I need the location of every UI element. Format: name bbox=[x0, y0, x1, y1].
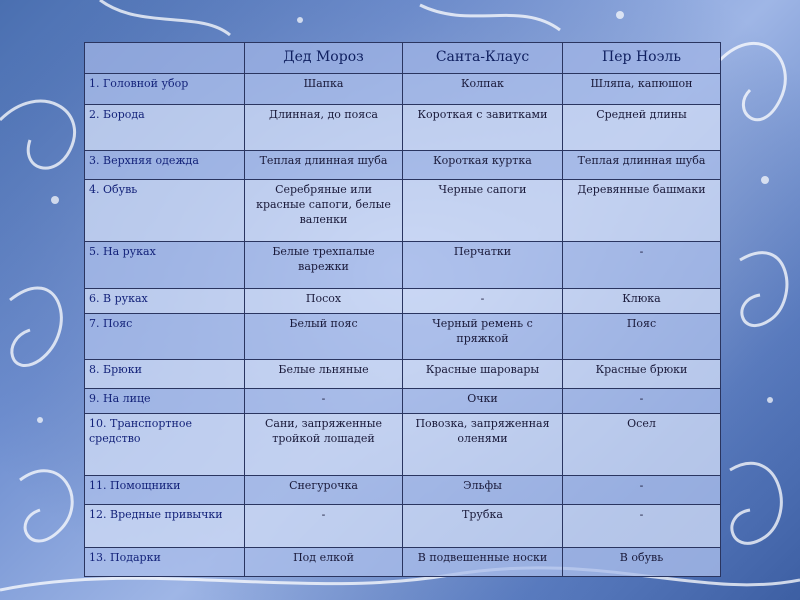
header-row bbox=[85, 43, 721, 74]
table-cell: - bbox=[563, 242, 721, 288]
table-cell: Шляпа, капюшон bbox=[563, 73, 721, 104]
table-cell: Снегурочка bbox=[245, 475, 403, 504]
table-cell: Очки bbox=[403, 388, 563, 413]
table-cell: Трубка bbox=[403, 504, 563, 547]
row-label: 10. Транспортное средство bbox=[85, 413, 245, 475]
row-label: 6. В руках bbox=[85, 288, 245, 313]
row-label: 7. Пояс bbox=[85, 313, 245, 359]
table-cell: Клюка bbox=[563, 288, 721, 313]
row-label: 2. Борода bbox=[85, 104, 245, 150]
table-row bbox=[85, 475, 721, 504]
table-cell: Под елкой bbox=[245, 547, 403, 576]
table-cell: Короткая с завитками bbox=[403, 104, 563, 150]
table-cell: Перчатки bbox=[403, 242, 563, 288]
table-cell: Колпак bbox=[403, 73, 563, 104]
table-cell: - bbox=[563, 388, 721, 413]
comparison-table bbox=[84, 42, 721, 577]
table-cell: Белые трехпалые варежки bbox=[245, 242, 403, 288]
table-cell: Эльфы bbox=[403, 475, 563, 504]
table-row bbox=[85, 360, 721, 389]
table-cell: - bbox=[563, 475, 721, 504]
table-row bbox=[85, 104, 721, 150]
table-row bbox=[85, 388, 721, 413]
header-santa-claus: Санта-Клаус bbox=[403, 43, 563, 74]
table-row bbox=[85, 313, 721, 359]
header-corner-cell bbox=[85, 43, 245, 74]
table-cell: В подвешенные носки bbox=[403, 547, 563, 576]
table-cell: Средней длины bbox=[563, 104, 721, 150]
table-cell: Красные брюки bbox=[563, 360, 721, 389]
row-label: 3. Верхняя одежда bbox=[85, 151, 245, 180]
table-cell: Деревянные башмаки bbox=[563, 180, 721, 242]
table-cell: Пояс bbox=[563, 313, 721, 359]
table-cell: В обувь bbox=[563, 547, 721, 576]
table-row bbox=[85, 288, 721, 313]
row-label: 11. Помощники bbox=[85, 475, 245, 504]
table-cell: Сани, запряженные тройкой лошадей bbox=[245, 413, 403, 475]
row-label: 5. На руках bbox=[85, 242, 245, 288]
table-cell: Повозка, запряженная оленями bbox=[403, 413, 563, 475]
table-cell: - bbox=[245, 504, 403, 547]
row-label: 4. Обувь bbox=[85, 180, 245, 242]
table-row bbox=[85, 547, 721, 576]
table-cell: Короткая куртка bbox=[403, 151, 563, 180]
row-label: 8. Брюки bbox=[85, 360, 245, 389]
table-cell: Длинная, до пояса bbox=[245, 104, 403, 150]
row-label: 12. Вредные привычки bbox=[85, 504, 245, 547]
table-cell: Серебряные или красные сапоги, белые валенки bbox=[245, 180, 403, 242]
table-row bbox=[85, 73, 721, 104]
row-label: 9. На лице bbox=[85, 388, 245, 413]
table-cell: - bbox=[563, 504, 721, 547]
table-cell: Теплая длинная шуба bbox=[563, 151, 721, 180]
table-cell: Красные шаровары bbox=[403, 360, 563, 389]
header-ded-moroz: Дед Мороз bbox=[245, 43, 403, 74]
table-cell: Черные сапоги bbox=[403, 180, 563, 242]
table-cell: Шапка bbox=[245, 73, 403, 104]
table-cell: Белые льняные bbox=[245, 360, 403, 389]
table-cell: Осел bbox=[563, 413, 721, 475]
table-cell: - bbox=[403, 288, 563, 313]
table-row bbox=[85, 151, 721, 180]
table-cell: Теплая длинная шуба bbox=[245, 151, 403, 180]
header-pere-noel: Пер Ноэль bbox=[563, 43, 721, 74]
row-label: 1. Головной убор bbox=[85, 73, 245, 104]
table-row bbox=[85, 413, 721, 475]
row-label: 13. Подарки bbox=[85, 547, 245, 576]
table-row bbox=[85, 242, 721, 288]
table-cell: - bbox=[245, 388, 403, 413]
table-cell: Черный ремень с пряжкой bbox=[403, 313, 563, 359]
table-row bbox=[85, 504, 721, 547]
table-cell: Посох bbox=[245, 288, 403, 313]
table-row bbox=[85, 180, 721, 242]
table-cell: Белый пояс bbox=[245, 313, 403, 359]
comparison-table-container bbox=[84, 42, 720, 577]
